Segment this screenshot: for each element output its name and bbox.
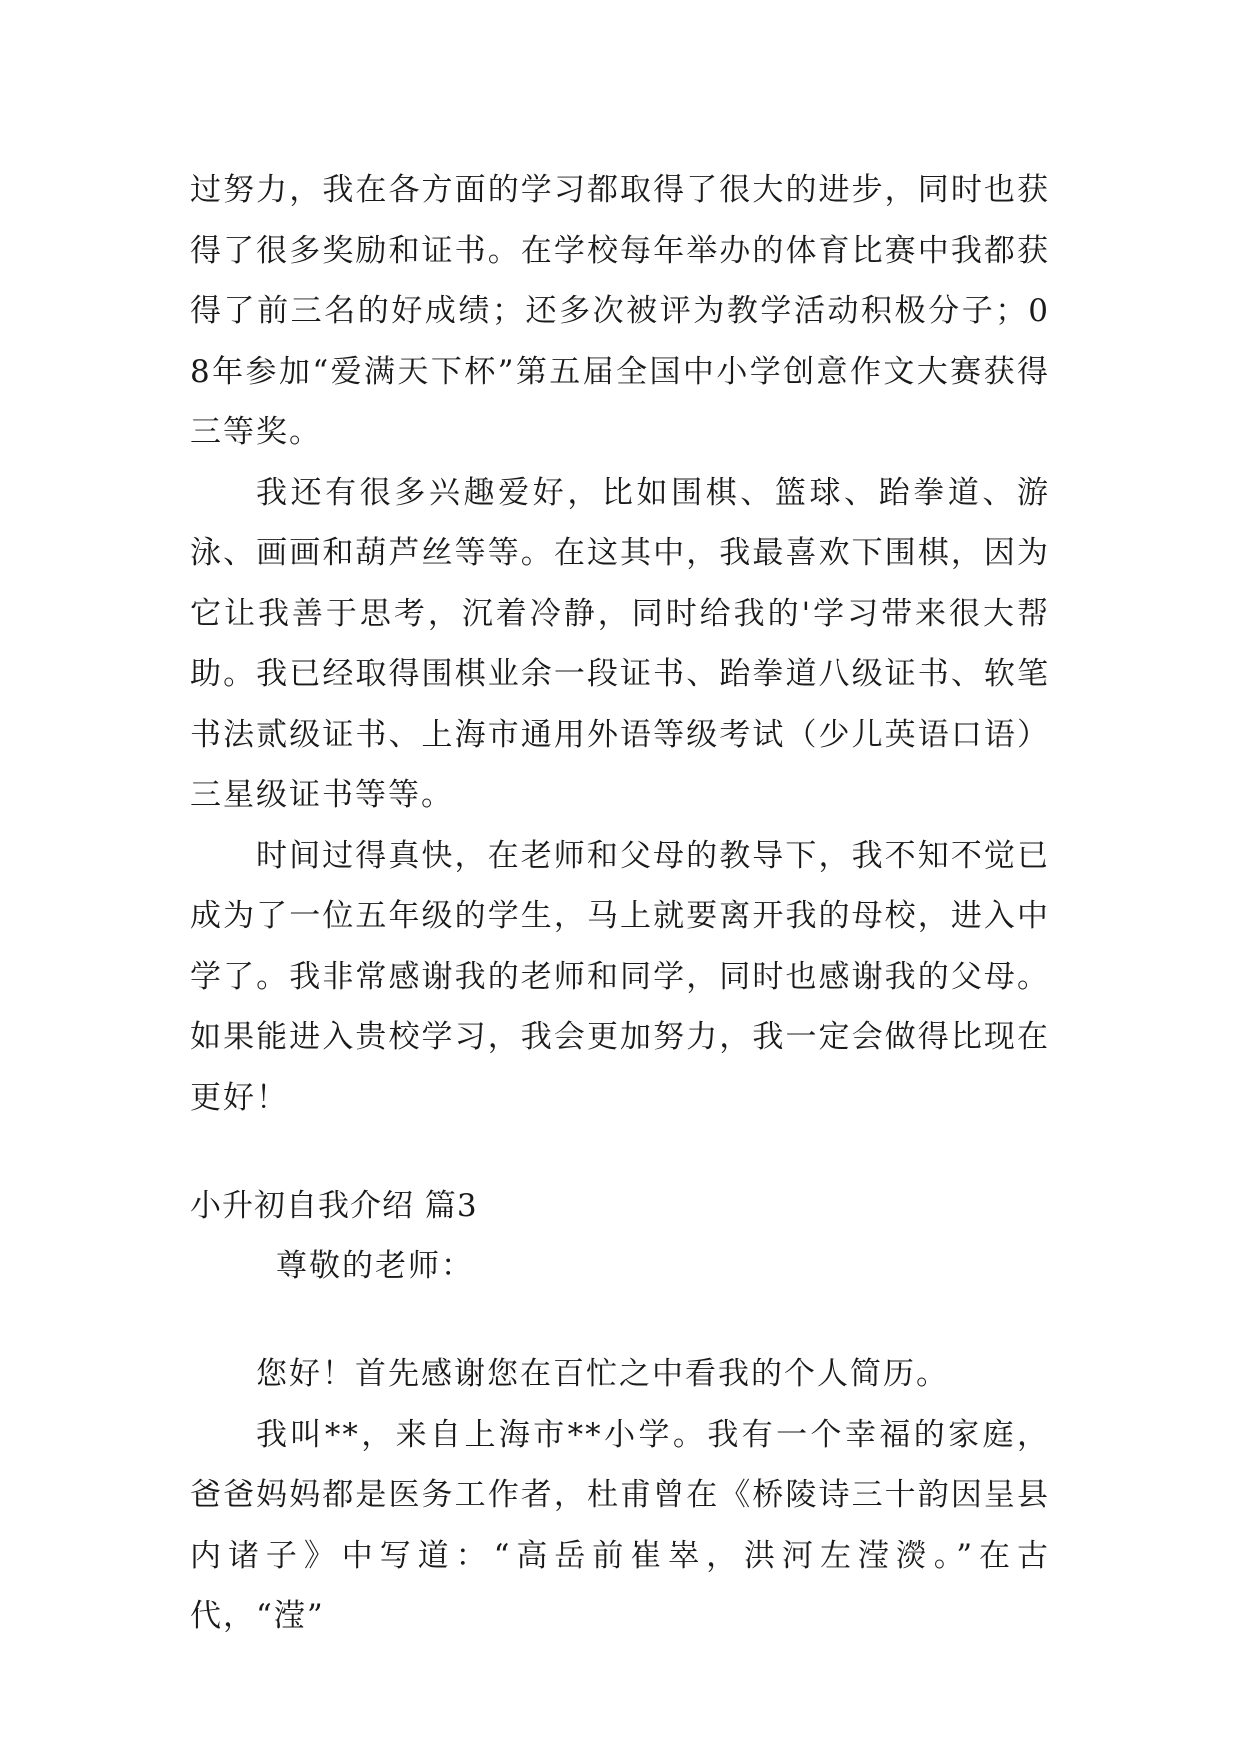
paragraph-spacer xyxy=(190,1296,1050,1344)
paragraph-hobbies: 我还有很多兴趣爱好，比如围棋、篮球、跆拳道、游泳、画画和葫芦丝等等。在这其中，我最喜欢下围棋，因为它让我善于思考，沉着冷静，同时给我的'学习带来很大帮助。我已经取得围棋业余一段证书、跆拳道八级证书、软笔书法贰级证书、上海市通用外语等级考试（少儿英语口语）三星级证书等等。 xyxy=(190,474,1050,813)
section-heading: 小升初自我介绍 篇3 xyxy=(190,1188,478,1224)
paragraph-introduction: 我叫**，来自上海市**小学。我有一个幸福的家庭，爸爸妈妈都是医务工作者，杜甫曾在《桥陵诗三十韵因呈县内诸子》中写道：“高岳前崔崒，洪河左滢濙。”在古代，“滢” xyxy=(190,1416,1050,1634)
document-body xyxy=(190,160,1050,1647)
salutation: 尊敬的老师： xyxy=(276,1248,474,1284)
paragraph-achievements: 过努力，我在各方面的学习都取得了很大的进步，同时也获得了很多奖励和证书。在学校每年举办的体育比赛中我都获得了前三名的好成绩；还多次被评为教学活动积极分子；08年参加“爱满天下杯”第五届全国中小学创意作文大赛获得三等奖。 xyxy=(190,172,1050,450)
paragraph-gratitude: 时间过得真快，在老师和父母的教导下，我不知不觉已成为了一位五年级的学生，马上就要离开我的母校，进入中学了。我非常感谢我的老师和同学，同时也感谢我的父母。如果能进入贵校学习，我会更加努力，我一定会做得比现在更好！ xyxy=(190,837,1050,1116)
paragraph-opening: 您好！首先感谢您在百忙之中看我的个人简历。 xyxy=(256,1356,949,1392)
